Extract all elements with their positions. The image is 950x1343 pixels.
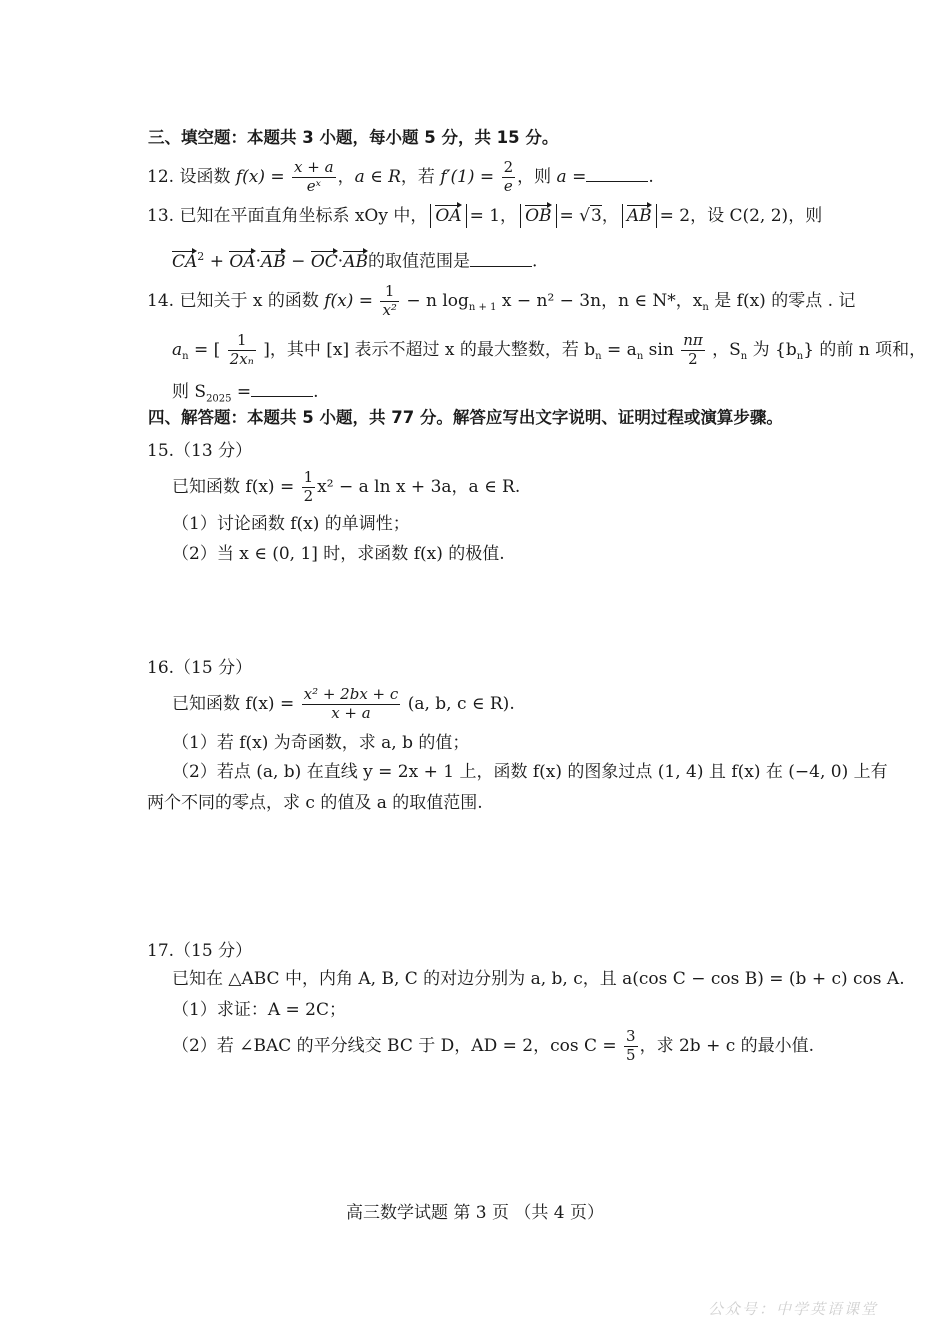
q15-fraction	[302, 470, 316, 505]
vector-ob: OB	[525, 206, 552, 226]
q14-eq: =	[231, 382, 252, 402]
q13-text-1: 13. 已知在平面直角坐标系 xOy 中，	[147, 206, 428, 226]
q14-s-sub: n	[740, 351, 748, 363]
question-15-part-2: （2）当 x ∈ (0, 1] 时，求函数 f(x) 的极值.	[172, 544, 505, 564]
vector-oa: OA	[435, 206, 462, 226]
watermark: 公众号：中学英语课堂	[708, 1300, 879, 1318]
q12-fraction-f	[292, 160, 336, 195]
question-15-part-1: （1）讨论函数 f(x) 的单调性；	[172, 514, 410, 534]
question-12	[147, 160, 654, 195]
question-16-part-2: （2）若点 (a, b) 在直线 y = 2x + 1 上，函数 f(x) 的图象过点 (1, 4) 且 f(x) 在 (−4, 0) 上有	[172, 762, 888, 782]
answer-blank-14[interactable]	[251, 382, 313, 397]
q15-num: 1	[303, 468, 314, 487]
question-17-part-1: （1）求证：A = 2C；	[172, 1000, 346, 1020]
q13-text-range: 的取值范围是	[367, 251, 470, 272]
q12-text-4: ，则	[517, 166, 557, 187]
q13-sqrt-3: 3	[591, 206, 602, 226]
q12-frac-den: eˣ	[306, 176, 321, 195]
q13-square: 2	[197, 250, 205, 263]
q14-text-5: ]，其中 [x] 表示不超过 x 的最大整数，若 b	[263, 339, 596, 360]
question-14-line-1	[147, 284, 855, 323]
q13-dot-1: ·	[255, 251, 261, 272]
q12-fx: f(x) =	[235, 166, 285, 187]
q13-dot-2: ·	[337, 251, 344, 272]
q17-den: 5	[626, 1046, 636, 1064]
q15-text-1: 已知函数 f(x) =	[172, 477, 295, 497]
q16-text-2: (a, b, c ∈ R).	[407, 694, 515, 714]
q13-minus: −	[285, 251, 311, 272]
question-16-part-2-cont: 两个不同的零点，求 c 的值及 a 的取值范围.	[147, 793, 483, 813]
q14-b-sub-2: n	[796, 351, 804, 363]
q14-text-9: } 的前 n 项和，	[803, 339, 927, 360]
question-16-part-1: （1）若 f(x) 为奇函数，求 a, b 的值；	[172, 733, 470, 753]
q14-f-den: x²	[382, 300, 397, 319]
question-14-line-2	[172, 333, 926, 372]
question-16-stem	[172, 686, 515, 722]
question-17-number: 17.（15 分）	[147, 941, 253, 961]
q14-text-1: 14. 已知关于 x 的函数	[147, 290, 325, 311]
vector-oa-2: OA	[229, 251, 256, 272]
section-3-heading: 三、填空题：本题共 3 小题，每小题 5 分，共 15 分。	[148, 128, 559, 147]
question-17-stem: 已知在 △ABC 中，内角 A, B, C 的对边分别为 a, b, c，且 a(cos C − cos B) = (b + c) cos A.	[172, 969, 905, 989]
q14-a-den: 2xₙ	[229, 349, 254, 368]
q12-deriv-num: 2	[503, 158, 514, 176]
q14-s-den: 2	[688, 349, 698, 368]
q16-fraction	[302, 687, 401, 722]
q12-frac-num: x + a	[294, 158, 334, 176]
q14-text-7: ，S	[712, 339, 741, 360]
q14-fx: f(x) =	[324, 290, 374, 311]
q14-s2025: 2025	[206, 393, 232, 405]
q12-fprime: f′(1) =	[440, 166, 495, 187]
q14-fraction-f	[380, 284, 398, 319]
answer-blank-12[interactable]	[586, 167, 648, 182]
q14-bracket: = [	[188, 339, 221, 360]
q14-f-num: 1	[380, 284, 398, 302]
q14-text-4: 是 f(x) 的零点 . 记	[708, 290, 856, 311]
q14-text-3: x − n² − 3n，n ∈ N*，x	[496, 290, 703, 311]
q14-a-sub: n	[182, 351, 189, 363]
q14-s-num: nπ	[683, 331, 703, 349]
vector-oc: OC	[310, 251, 338, 272]
q16-num: x² + 2bx + c	[303, 685, 399, 704]
q14-tail: .	[313, 382, 319, 402]
question-16-number: 16.（15 分）	[147, 658, 253, 678]
section-4-heading: 四、解答题：本题共 5 小题，共 77 分。解答应写出文字说明、证明过程或演算步骤。	[148, 408, 783, 427]
question-13-line-1: 13. 已知在平面直角坐标系 xOy 中， OA = 1， OB = √3， AB = 2，设 C(2, 2)，则	[147, 206, 823, 226]
q17-text-1: （2）若 ∠BAC 的平分线交 BC 于 D，AD = 2，cos C =	[172, 1036, 617, 1056]
q14-a-sub-2: n	[636, 351, 644, 363]
q12-aR: a ∈ R	[354, 166, 401, 187]
q14-fraction-sin	[681, 333, 705, 368]
q12-text-2: ，	[337, 166, 355, 187]
q14-fraction-a	[228, 333, 256, 368]
q16-den: x + a	[331, 704, 371, 722]
q12-text-5: .	[648, 166, 654, 187]
q14-a: a	[172, 339, 183, 360]
question-17-part-2	[172, 1028, 814, 1064]
question-14-line-3	[172, 382, 319, 404]
answer-blank-13[interactable]	[470, 252, 532, 267]
q13-text-ob: =	[559, 206, 574, 226]
vector-ab-3: AB	[343, 251, 368, 272]
q12-text-1: 12. 设函数	[147, 166, 236, 187]
question-15-stem	[172, 470, 520, 505]
q13-text-ab: = 2，设 C(2, 2)，则	[659, 206, 823, 226]
q14-sin: sin	[643, 339, 674, 360]
page-footer: 高三数学试题 第 3 页 （共 4 页）	[345, 1203, 605, 1223]
q12-deriv-den: e	[503, 176, 513, 195]
q12-text-3: ，若	[400, 166, 441, 187]
q16-text-1: 已知函数 f(x) =	[172, 694, 295, 714]
question-15-number: 15.（13 分）	[147, 441, 253, 461]
vector-ab-2: AB	[260, 251, 286, 272]
q12-a: a =	[556, 166, 587, 187]
q14-a-num: 1	[228, 333, 256, 351]
q13-plus: +	[204, 251, 230, 272]
q14-text-2: − n log	[406, 290, 469, 311]
vector-ca: CA	[172, 251, 198, 272]
q14-text-6: = a	[601, 339, 637, 360]
q13-tail: .	[531, 251, 538, 272]
q17-num: 3	[626, 1027, 636, 1046]
q17-text-2: ，求 2b + c 的最小值.	[639, 1036, 815, 1056]
q14-log-base: n + 1	[468, 302, 497, 314]
q14-text-8: 为 {b	[747, 339, 797, 360]
q14-then-s: 则 S	[172, 382, 207, 402]
q15-text-2: x² − a ln x + 3a，a ∈ R.	[317, 477, 521, 497]
q15-den: 2	[303, 487, 314, 505]
question-13-line-2	[172, 251, 537, 271]
q13-text-oa: = 1，	[469, 206, 518, 226]
q14-b-sub: n	[595, 351, 602, 363]
q17-fraction	[624, 1029, 638, 1064]
q12-fraction-deriv	[502, 160, 516, 195]
vector-ab: AB	[626, 206, 652, 226]
q14-sub-n: n	[702, 302, 709, 314]
